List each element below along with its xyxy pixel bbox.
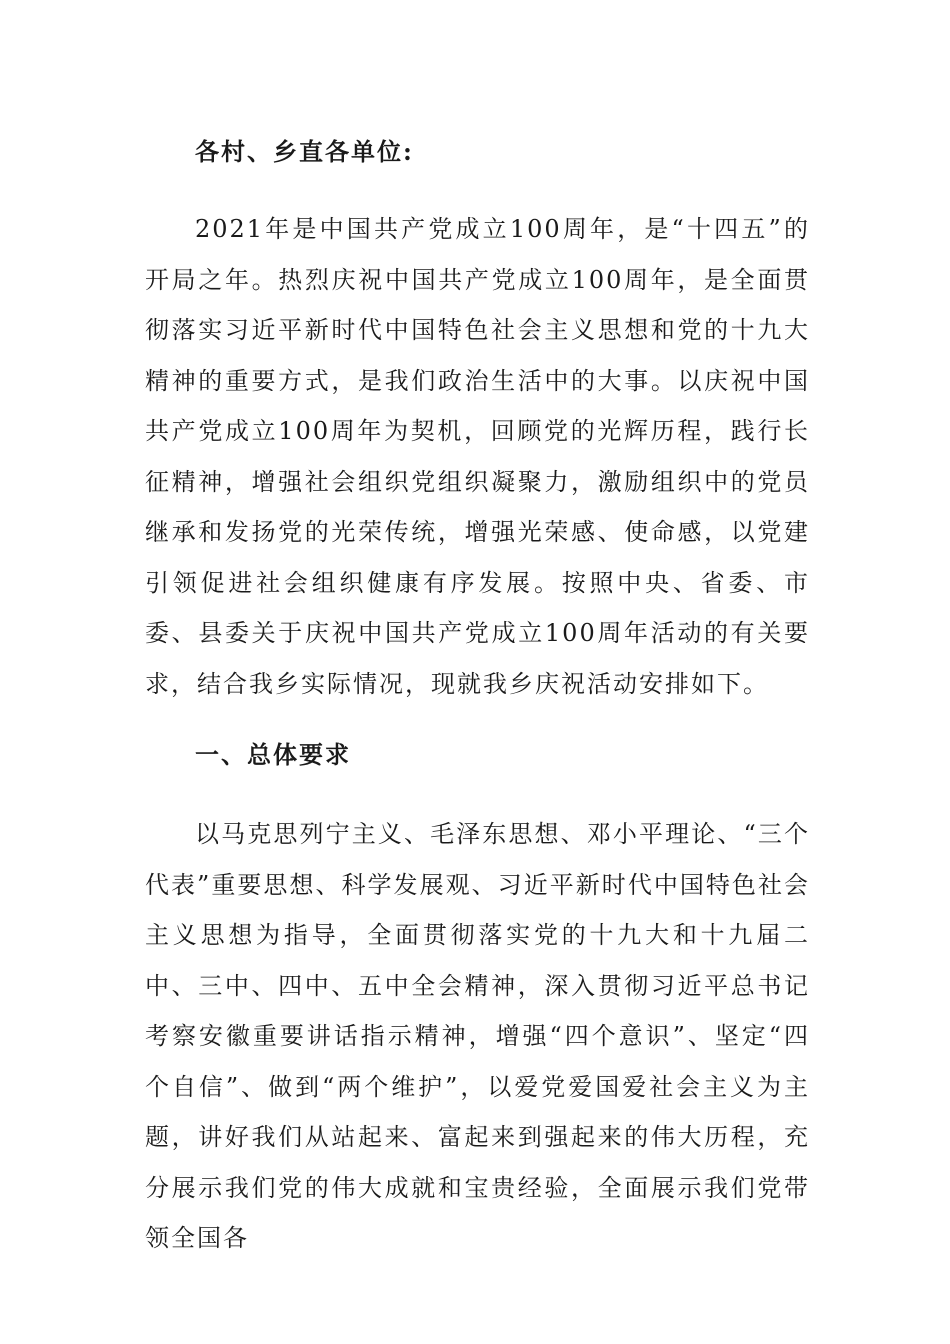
section-heading-overall-requirements: 一、总体要求	[195, 740, 351, 769]
paragraph-intro: 2021年是中国共产党成立100周年，是“十四五”的开局之年。热烈庆祝中国共产党成立100周年，是全面贯彻落实习近平新时代中国特色社会主义思想和党的十九大精神的重要方式，是我们政治生活中的大事。以庆祝中国共产党成立100周年为契机，回顾党的光辉历程，践行长征精神，增强社会组织党组织凝聚力，激励组织中的党员继承和发扬党的光荣传统，增强光荣感、使命感，以党建引领促进社会组织健康有序发展。按照中央、省委、市委、县委关于庆祝中国共产党成立100周年活动的有关要求，结合我乡实际情况，现就我乡庆祝活动安排如下。	[145, 215, 810, 698]
salutation: 各村、乡直各单位:	[195, 137, 414, 166]
paragraph-overall-requirements: 以马克思列宁主义、毛泽东思想、邓小平理论、“三个代表”重要思想、科学发展观、习近平新时代中国特色社会主义思想为指导，全面贯彻落实党的十九大和十九届二中、三中、四中、五中全会精神，深入贯彻习近平总书记考察安徽重要讲话指示精神，增强“四个意识”、坚定“四个自信”、做到“两个维护”，以爱党爱国爱社会主义为主题，讲好我们从站起来、富起来到强起来的伟大历程，充分展示我们党的伟大成就和宝贵经验，全面展示我们党带领全国各	[145, 820, 810, 1252]
